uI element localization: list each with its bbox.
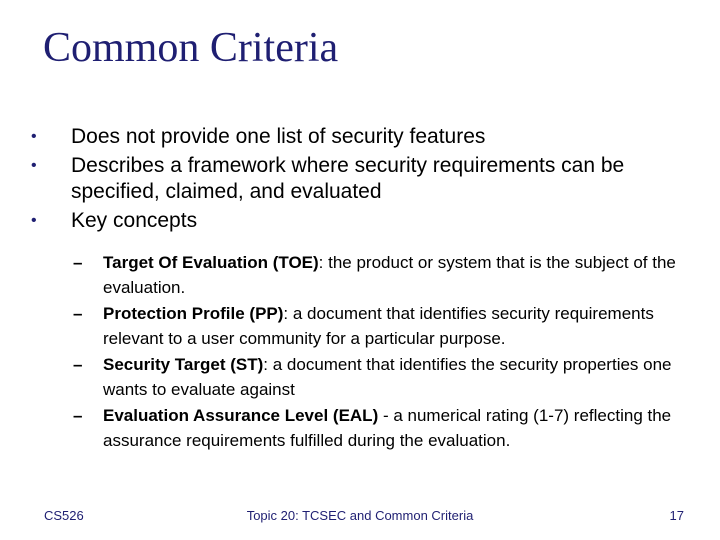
- concept-desc: - a numerical rating (1-7) reflecting the assurance requirements fulfilled during the evaluation.: [103, 406, 672, 450]
- bullet-list: [0, 124, 720, 237]
- bullet-dot-icon: •: [31, 212, 37, 229]
- bullet-dot-icon: •: [31, 157, 37, 174]
- bullet-text: Describes a framework where security requirements can be specified, claimed, and evaluated: [71, 154, 625, 203]
- concept-desc: : a document that identifies the security properties one wants to evaluate against: [103, 355, 672, 399]
- bullet-item: [0, 124, 711, 150]
- concept-item: [0, 352, 701, 402]
- concept-item: [0, 403, 701, 453]
- bullet-item: [0, 208, 711, 234]
- concept-desc: : the product or system that is the subject of the evaluation.: [103, 253, 676, 297]
- slide-title: Common Criteria: [43, 25, 339, 71]
- bullet-dot-icon: •: [31, 128, 37, 145]
- bullet-item: [0, 153, 711, 205]
- dash-icon: –: [73, 355, 83, 374]
- concept-item: [0, 301, 701, 351]
- concept-list: [0, 250, 720, 454]
- concept-term: Target Of Evaluation (TOE): [103, 253, 319, 272]
- concept-term: Evaluation Assurance Level (EAL): [103, 406, 379, 425]
- concept-term: Protection Profile (PP): [103, 304, 284, 323]
- concept-desc: : a document that identifies security requirements relevant to a user community for a particular purpose.: [103, 304, 654, 348]
- bullet-text: Key concepts: [71, 209, 198, 232]
- dash-icon: –: [73, 406, 83, 425]
- dash-icon: –: [73, 253, 83, 272]
- concept-item: [0, 250, 701, 300]
- footer-topic: Topic 20: TCSEC and Common Criteria: [246, 508, 474, 523]
- bullet-text: Does not provide one list of security features: [71, 125, 486, 148]
- dash-icon: –: [73, 304, 83, 323]
- footer-course: CS526: [44, 508, 84, 523]
- concept-term: Security Target (ST): [103, 355, 264, 374]
- footer-page-number: 17: [669, 508, 684, 523]
